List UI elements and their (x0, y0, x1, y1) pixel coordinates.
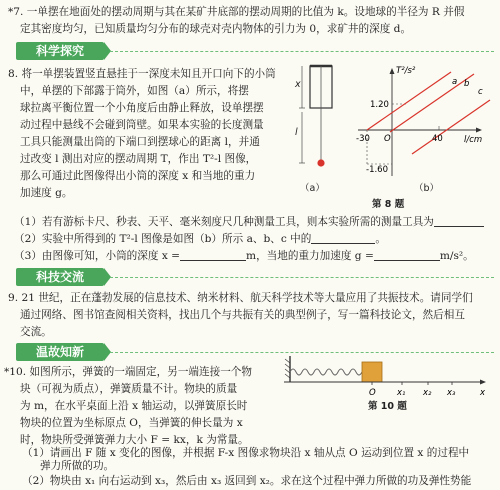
q9-line3: 交流。 (20, 326, 52, 338)
figure-a-caption: （a） (300, 183, 325, 194)
axis-label-origin: O (369, 388, 376, 398)
q8-line: 那么可通过此图像得出小筒的深度 x 和当地的重力 (20, 170, 256, 182)
section-divider (110, 51, 494, 52)
graph-origin: O (384, 134, 391, 144)
q10-sub1b: 弹力所做的功。 (40, 460, 115, 472)
graph-line-b (390, 74, 474, 132)
axis-label-x1: x₁ (397, 388, 406, 398)
q8-sub2-text: （2）实验中所得到的 T²-l 图像是如图（b）所示 a、b、c 中的 (14, 233, 312, 245)
q9-line1: 9. 21 世纪，正在蓬勃发展的信息技术、纳米材料、航天科学技术等大量应用了共振技术。请同学们 (8, 292, 473, 304)
q10-sub2-line: （2）物块由 x₁ 向右运动到 x₃，然后由 x₃ 返回到 x₂。求在这个过程中弹力所做的功及弹性势能 (22, 475, 472, 487)
figure-8b-graph (352, 64, 492, 182)
q8-sub1 (14, 214, 484, 230)
q8-sub3-end: m/s²。 (439, 250, 474, 262)
q10-line: 物块的位置为坐标原点 O，当弹簧的伸长量为 x (20, 417, 243, 429)
q8-line: 8. 将一单摆装置竖直悬挂于一深度未知且开口向下的小筒 (8, 68, 276, 80)
q10-sub1a: （1）请画出 F 随 x 变化的图像，并根据 F-x 图像求物块沿 x 轴从点 O 运动到位置 x 的过程中 (22, 447, 470, 459)
figure-10-caption: 第 10 题 (368, 401, 407, 412)
q8-sub2 (14, 231, 386, 247)
answer-blank[interactable] (434, 214, 484, 227)
answer-blank[interactable] (311, 231, 375, 244)
q8-sub3 (14, 248, 474, 264)
answer-blank[interactable] (374, 248, 440, 261)
section-divider (110, 352, 494, 353)
q10-line: *10. 如图所示，弹簧的一端固定，另一端连接一个物 (4, 366, 252, 378)
q8-sub3-text: （3）由图像可知，小筒的深度 x = (14, 250, 181, 262)
axis-label-x2: x₂ (423, 388, 432, 398)
q8-sub2-end: 。 (375, 233, 386, 245)
q7-line2: 定其密度均匀，已知质量均匀分布的球壳对壳内物体的引力为 0，求矿井的深度 d。 (20, 23, 412, 35)
q10-line: 块（可视为质点），弹簧质量不计。物块的质量 (20, 383, 238, 395)
answer-blank[interactable] (180, 248, 246, 261)
axis-label-x3: x₃ (447, 388, 456, 398)
q8-line: 球拉离平衡位置一个小角度后由静止释放，设单摆摆 (20, 102, 264, 114)
q8-line: 过改变 l 测出对应的摆动周期 T，作出 T²-l 图像， (20, 153, 257, 165)
figure-8a-pendulum-tube (296, 64, 346, 176)
q9-line2: 通过网络、图书馆查阅相关资料，找出几个与共振有关的典型例子，写一篇科技论文，然后相互 (20, 309, 465, 321)
q8-sub1-text: （1）若有游标卡尺、秒表、天平、毫米刻度尺几种测量工具，则本实验所需的测量工具为 (14, 216, 434, 228)
q7-line1: *7. 一单摆在地面处的摆动周期与其在某矿井底部的摆动周期的比值为 k。设地球的半径为 R 并假 (8, 6, 465, 18)
graph-ylabel: T²/s² (396, 66, 416, 76)
graph-series-b-label: b (464, 79, 470, 89)
graph-series-a-label: a (452, 77, 458, 87)
q10-line: 为 m，在水平桌面上沿 x 轴运动，以弹簧原长时 (20, 400, 248, 412)
q8-line: 工具只能测量出筒的下端口到摆球心的距离 l，并通 (20, 136, 260, 148)
q10-line: 时，物块所受弹簧弹力大小 F = kx，k 为常量。 (20, 434, 249, 446)
graph-xtick-pos: 40 (432, 134, 443, 144)
section-divider (110, 277, 494, 278)
figure-8-caption: 第 8 题 (372, 199, 405, 210)
axis-label-x: x (480, 388, 486, 398)
graph-xlabel: l/cm (464, 135, 483, 145)
q8-line: 中，单摆的下部露于筒外，如图（a）所示，将摆 (20, 85, 249, 97)
figure-b-caption: （b） (414, 183, 440, 194)
graph-xtick-neg: -30 (356, 134, 370, 144)
graph-ytick-pos: 1.20 (370, 100, 389, 110)
section-header-review: 温故知新 (16, 343, 104, 361)
figure-10-spring-block (282, 354, 492, 398)
q8-line: 动过程中悬线不会碰到筒壁。如果本实验的长度测量 (20, 119, 264, 131)
figure-a-x-label: x (295, 79, 301, 90)
graph-series-c-label: c (478, 87, 483, 97)
section-header-tech-exchange: 科技交流 (16, 268, 104, 286)
graph-ytick-neg: -1.60 (366, 165, 388, 175)
section-header-science-inquiry: 科学探究 (16, 42, 104, 60)
figure-a-l-label: l (295, 127, 298, 138)
q8-line: 加速度 g。 (20, 187, 73, 199)
q8-sub3-mid: m，当地的重力加速度 g = (246, 250, 374, 262)
